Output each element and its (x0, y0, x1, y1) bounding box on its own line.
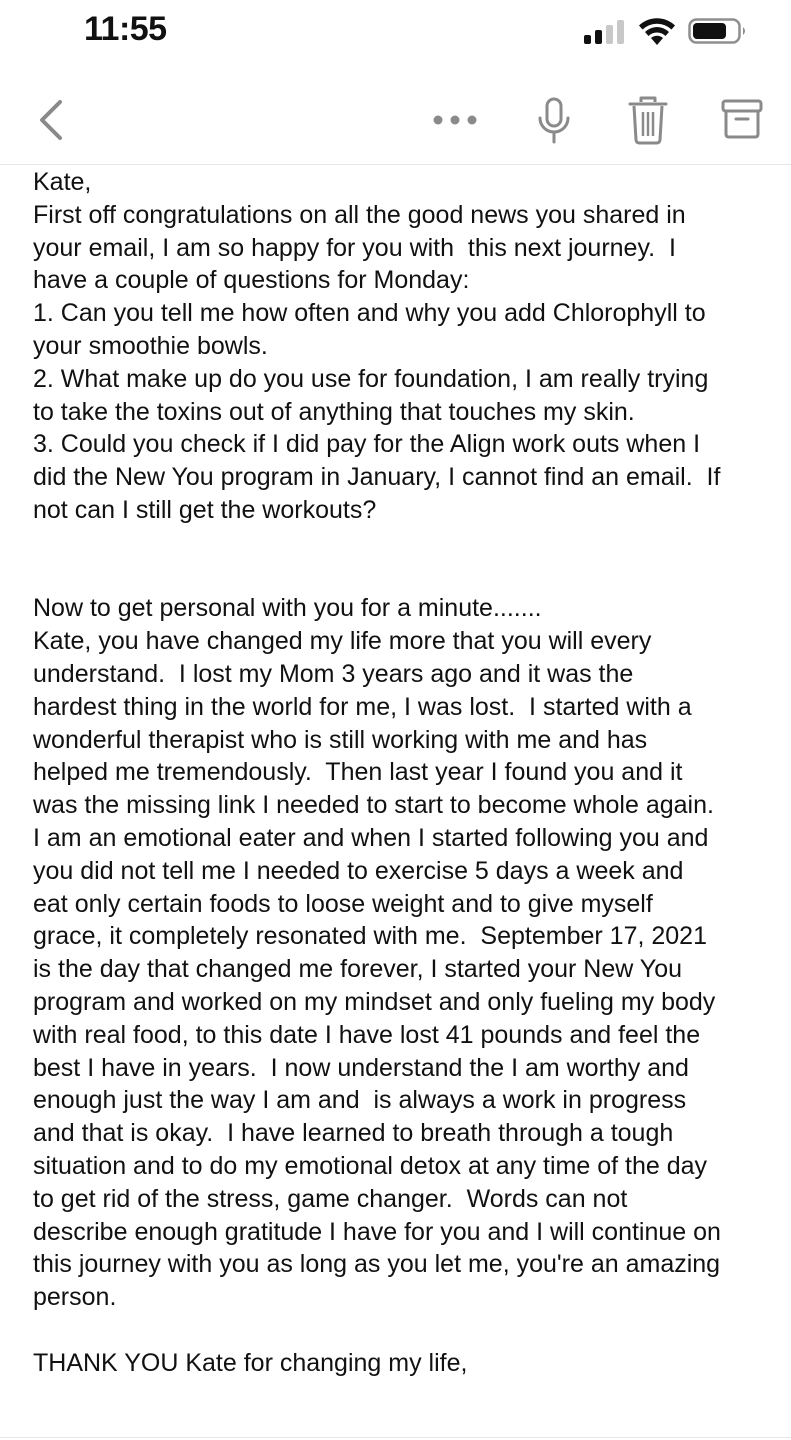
wifi-icon (638, 16, 676, 46)
email-line: THANK YOU Kate for changing my life, (33, 1348, 468, 1377)
email-line: your smoothie bowls. (33, 331, 268, 360)
email-line: is the day that changed me forever, I started your New You (33, 955, 682, 984)
email-line: First off congratulations on all the good news you shared in (33, 200, 686, 229)
more-icon[interactable] (428, 108, 482, 132)
email-line: grace, it completely resonated with me. September 17, 2021 (33, 922, 707, 951)
email-line: hardest thing in the world for me, I was lost. I started with a (33, 692, 692, 721)
email-line: I am an emotional eater and when I started following you and (33, 823, 709, 852)
divider (0, 1437, 791, 1438)
email-line: situation and to do my emotional detox at any time of the day (33, 1151, 708, 1180)
email-line: and that is okay. I have learned to breath through a tough (33, 1119, 674, 1148)
email-line: program and worked on my mindset and only fueling my body (33, 987, 716, 1016)
archive-icon[interactable] (720, 96, 764, 140)
email-line: your email, I am so happy for you with this next journey. I (33, 233, 676, 262)
email-line: helped me tremendously. Then last year I found you and it (33, 758, 683, 787)
email-line: this journey with you as long as you let me, you're an amazing (33, 1250, 721, 1279)
email-line: to take the toxins out of anything that touches my skin. (33, 397, 635, 426)
email-line: have a couple of questions for Monday: (33, 266, 470, 295)
email-line: 1. Can you tell me how often and why you add Chlorophyll to (33, 299, 706, 328)
status-bar (0, 0, 791, 62)
email-body (33, 166, 778, 1379)
email-line: enough just the way I am and is always a work in progress (33, 1086, 687, 1115)
email-line: to get rid of the stress, game changer. Words can not (33, 1184, 628, 1213)
battery-icon (688, 16, 748, 46)
email-line: wonderful therapist who is still working with me and has (33, 725, 648, 754)
status-time: 11:55 (84, 10, 167, 48)
email-line: Kate, you have changed my life more that you will every (33, 627, 652, 656)
email-line: understand. I lost my Mom 3 years ago and it was the (33, 659, 634, 688)
email-line: 3. Could you check if I did pay for the Align work outs when I (33, 430, 701, 459)
email-line: describe enough gratitude I have for you and I will continue on (33, 1217, 721, 1246)
email-line: person. (33, 1283, 117, 1312)
email-line: you did not tell me I needed to exercise 5 days a week and (33, 856, 684, 885)
email-line: Now to get personal with you for a minute....... (33, 594, 542, 623)
email-line (33, 527, 778, 560)
email-line: 2. What make up do you use for foundation, I am really trying (33, 364, 709, 393)
microphone-icon[interactable] (534, 96, 574, 146)
email-toolbar (0, 80, 791, 165)
email-line (33, 1314, 778, 1347)
trash-icon[interactable] (626, 94, 670, 146)
email-line: Kate, (33, 168, 92, 196)
email-line: not can I still get the workouts? (33, 495, 377, 524)
email-line: with real food, to this date I have lost 41 pounds and feel the (33, 1020, 701, 1049)
back-icon[interactable] (34, 96, 68, 144)
email-line: did the New You program in January, I cannot find an email. If (33, 463, 721, 492)
email-line (33, 560, 778, 593)
email-line: best I have in years. I now understand the I am worthy and (33, 1053, 689, 1082)
cellular-signal-icon (584, 20, 628, 44)
email-line: was the missing link I needed to start to become whole again. (33, 791, 714, 820)
email-line: eat only certain foods to loose weight and to give myself (33, 889, 653, 918)
